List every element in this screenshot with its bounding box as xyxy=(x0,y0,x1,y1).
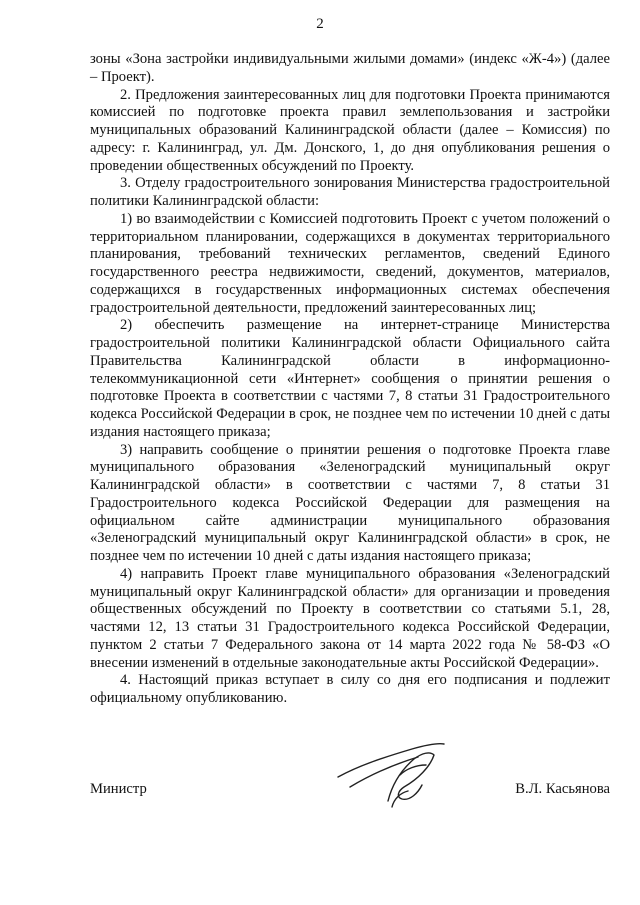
paragraph-zone-continuation: зоны «Зона застройки индивидуальными жилыми домами» (индекс «Ж-4») (далее – Проект). xyxy=(90,51,610,85)
paragraph-subitem-3-send-notice: 3) направить сообщение о принятии решения о подготовке Проекта главе муниципального образования «Зеленоградский муниципальный округ Калининградской области» в соответствии с частями 7, 8 статьи 31 Градостроительного кодекса Российской Федерации для размещения на официальном сайте администрации муниципального образования «Зеленоградский муниципальный округ Калининградской области» в срок, не позднее чем по истечении 10 дней с даты издания настоящего приказа; xyxy=(90,441,610,564)
signature-block xyxy=(90,775,610,835)
paragraph-item-3-department: 3. Отделу градостроительного зонирования Министерства градостроительной политики Калининградской области: xyxy=(90,175,610,209)
paragraph-item-4-effective: 4. Настоящий приказ вступает в силу со дня его подписания и подлежит официальному опубликованию. xyxy=(90,672,610,706)
paragraph-subitem-1-prepare-project: 1) во взаимодействии с Комиссией подготовить Проект с учетом положений о территориальном планировании, содержащихся в документах территориального планирования, требований технических регламентов, сведений Единого государственного реестра недвижимости, сведений, документов, материалов, содержащихся в государственных информационных системах обеспечения градостроительной деятельности, предложений заинтересованных лиц; xyxy=(90,210,610,316)
paragraph-subitem-2-publish-notice: 2) обеспечить размещение на интернет-странице Министерства градостроительной политики Калининградской области Официального сайта Правительства Калининградской области в информационно-телекоммуникационной сети «Интернет» сообщения о принятии решения о подготовке Проекта в соответствии с частями 7, 8 статьи 31 Градостроительного кодекса Российской Федерации в срок, не позднее чем по истечении 10 дней с даты издания настоящего приказа; xyxy=(90,317,610,440)
handwritten-signature xyxy=(330,735,450,815)
document-body xyxy=(90,51,610,708)
paragraph-item-2-proposals: 2. Предложения заинтересованных лиц для подготовки Проекта принимаются комиссией по подготовке проекта правил землепользования и застройки муниципальных образований Калининградской области (далее – Комиссия) по адресу: г. Калининград, ул. Дм. Донского, 1, до дня опубликования решения о проведении общественных обсуждений по Проекту. xyxy=(90,86,610,174)
paragraph-subitem-4-send-project: 4) направить Проект главе муниципального образования «Зеленоградский муниципальный округ Калининградской области» для организации и проведения общественных обсуждений по Проекту в соответствии со статьями 5.1, 28, частями 12, 13 статьи 31 Градостроительного кодекса Российской Федерации, пунктом 2 статьи 7 Федерального закона от 14 марта 2022 года № 58-ФЗ «О внесении изменений в отдельные законодательные акты Российской Федерации». xyxy=(90,565,610,671)
signer-title: Министр xyxy=(90,781,147,797)
page-number: 2 xyxy=(316,16,324,32)
signer-name: В.Л. Касьянова xyxy=(515,781,610,797)
